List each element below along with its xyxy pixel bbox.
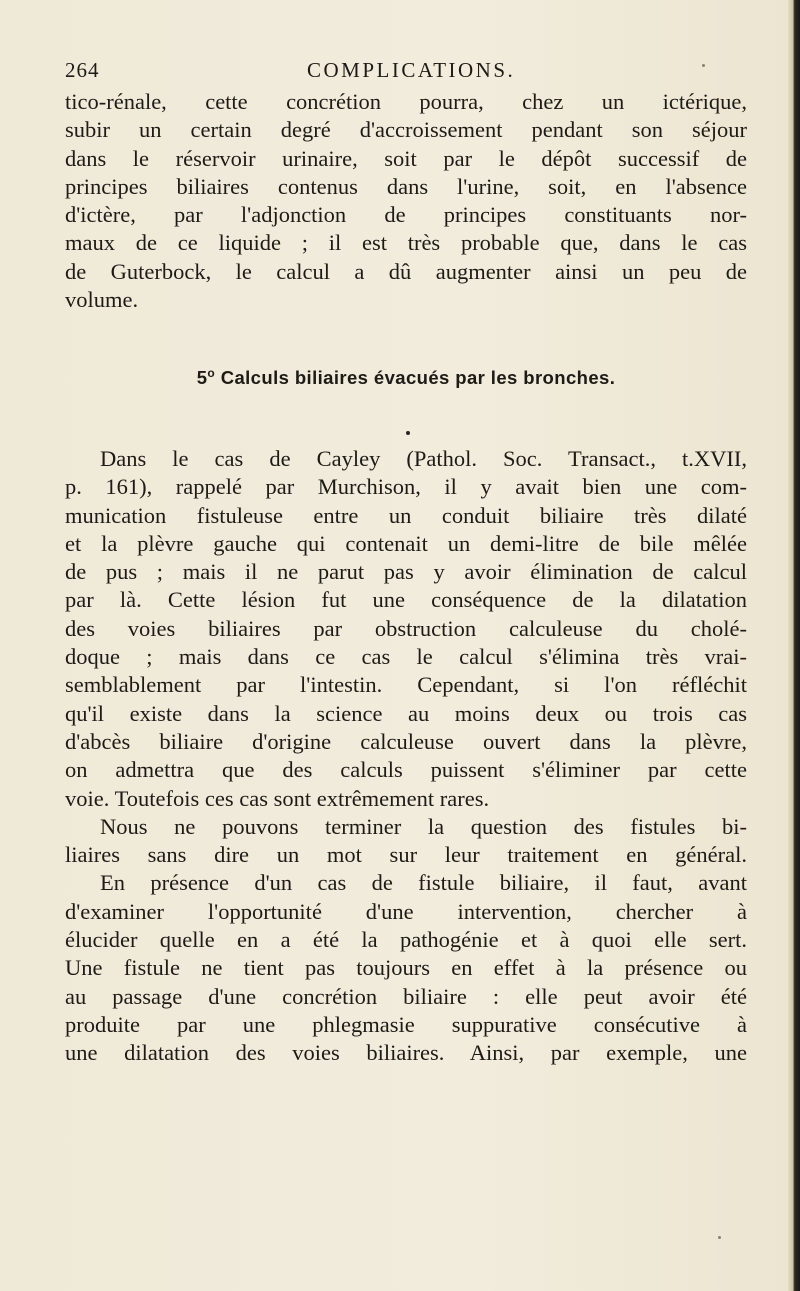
text-line bbox=[65, 445, 747, 473]
paper-speck bbox=[702, 64, 705, 67]
print-dot-mark bbox=[406, 431, 410, 435]
text-line: de pus ; mais il ne parut pas y avoir élimination de calcul bbox=[65, 559, 747, 585]
text-line bbox=[65, 813, 747, 841]
text-line: subir un certain degré d'accroissement pendant son séjour bbox=[65, 117, 747, 143]
text-line: d'ictère, par l'adjonction de principes constituants nor- bbox=[65, 202, 747, 228]
paragraph-2-and-3 bbox=[65, 445, 747, 1068]
text-line: liaires sans dire un mot sur leur traitement en général. bbox=[65, 842, 747, 868]
paper-speck bbox=[718, 1236, 721, 1239]
text-line: dans le réservoir urinaire, soit par le dépôt successif de bbox=[65, 145, 747, 171]
text-line: principes biliaires contenus dans l'urine, soit, en l'absence bbox=[65, 173, 747, 199]
section-number-superscript: o bbox=[207, 366, 216, 380]
section-heading bbox=[65, 366, 747, 389]
page-edge-shadow bbox=[788, 0, 800, 1291]
text-line: Une fistule ne tient pas toujours en effet à la présence ou bbox=[65, 955, 747, 981]
text-line: voie. Toutefois ces cas sont extrêmement rares. bbox=[65, 785, 490, 811]
text-line: on admettra que des calculs puissent s'éliminer par cette bbox=[65, 757, 747, 783]
text-line: et la plèvre gauche qui contenait un demi-litre de bile mêlée bbox=[65, 530, 747, 556]
running-head bbox=[65, 58, 745, 86]
page-number: 264 bbox=[65, 58, 100, 82]
text-line: p. 161), rappelé par Murchison, il y avait bien une com- bbox=[65, 474, 747, 500]
text-line: une dilatation des voies biliaires. Ainsi, par exemple, une bbox=[65, 1040, 747, 1066]
text-line: des voies biliaires par obstruction calculeuse du cholé- bbox=[65, 615, 747, 641]
text-line: de Guterbock, le calcul a dû augmenter ainsi un peu de bbox=[65, 258, 747, 284]
text-line: d'examiner l'opportunité d'une intervention, chercher à bbox=[65, 898, 747, 924]
text-line: produite par une phlegmasie suppurative consécutive à bbox=[65, 1011, 747, 1037]
p3-line-0: Nous ne pouvons terminer la question des fistules bi- bbox=[100, 813, 747, 839]
text-line bbox=[65, 869, 747, 897]
text-line: d'abcès biliaire d'origine calculeuse ouvert dans la plèvre, bbox=[65, 728, 747, 754]
section-number: 5 bbox=[196, 367, 208, 389]
text-line: maux de ce liquide ; il est très probable que, dans le cas bbox=[65, 230, 747, 256]
p2-line-0: Dans le cas de Cayley (Pathol. Soc. Transact., t.XVII, bbox=[100, 446, 747, 471]
text-line: munication fistuleuse entre un conduit biliaire très dilaté bbox=[65, 502, 747, 528]
section-heading-text: Calculs biliaires évacués par les bronches. bbox=[220, 367, 616, 389]
text-line: au passage d'une concrétion biliaire : elle peut avoir été bbox=[65, 983, 747, 1009]
running-head-title: COMPLICATIONS. bbox=[307, 58, 516, 82]
text-line: élucider quelle en a été la pathogénie et à quoi elle sert. bbox=[65, 927, 747, 953]
p3-line-2: En présence d'un cas de fistule biliaire, il faut, avant bbox=[100, 870, 747, 896]
text-line: volume. bbox=[65, 287, 139, 313]
text-line: semblablement par l'intestin. Cependant, si l'on réfléchit bbox=[65, 672, 747, 698]
text-line: tico-rénale, cette concrétion pourra, chez un ictérique, bbox=[65, 89, 747, 114]
text-line: par là. Cette lésion fut une conséquence de la dilatation bbox=[65, 587, 747, 613]
text-line: doque ; mais dans ce cas le calcul s'élimina très vrai- bbox=[65, 644, 747, 670]
paragraph-1 bbox=[65, 88, 747, 314]
text-line: qu'il existe dans la science au moins deux ou trois cas bbox=[65, 700, 747, 726]
